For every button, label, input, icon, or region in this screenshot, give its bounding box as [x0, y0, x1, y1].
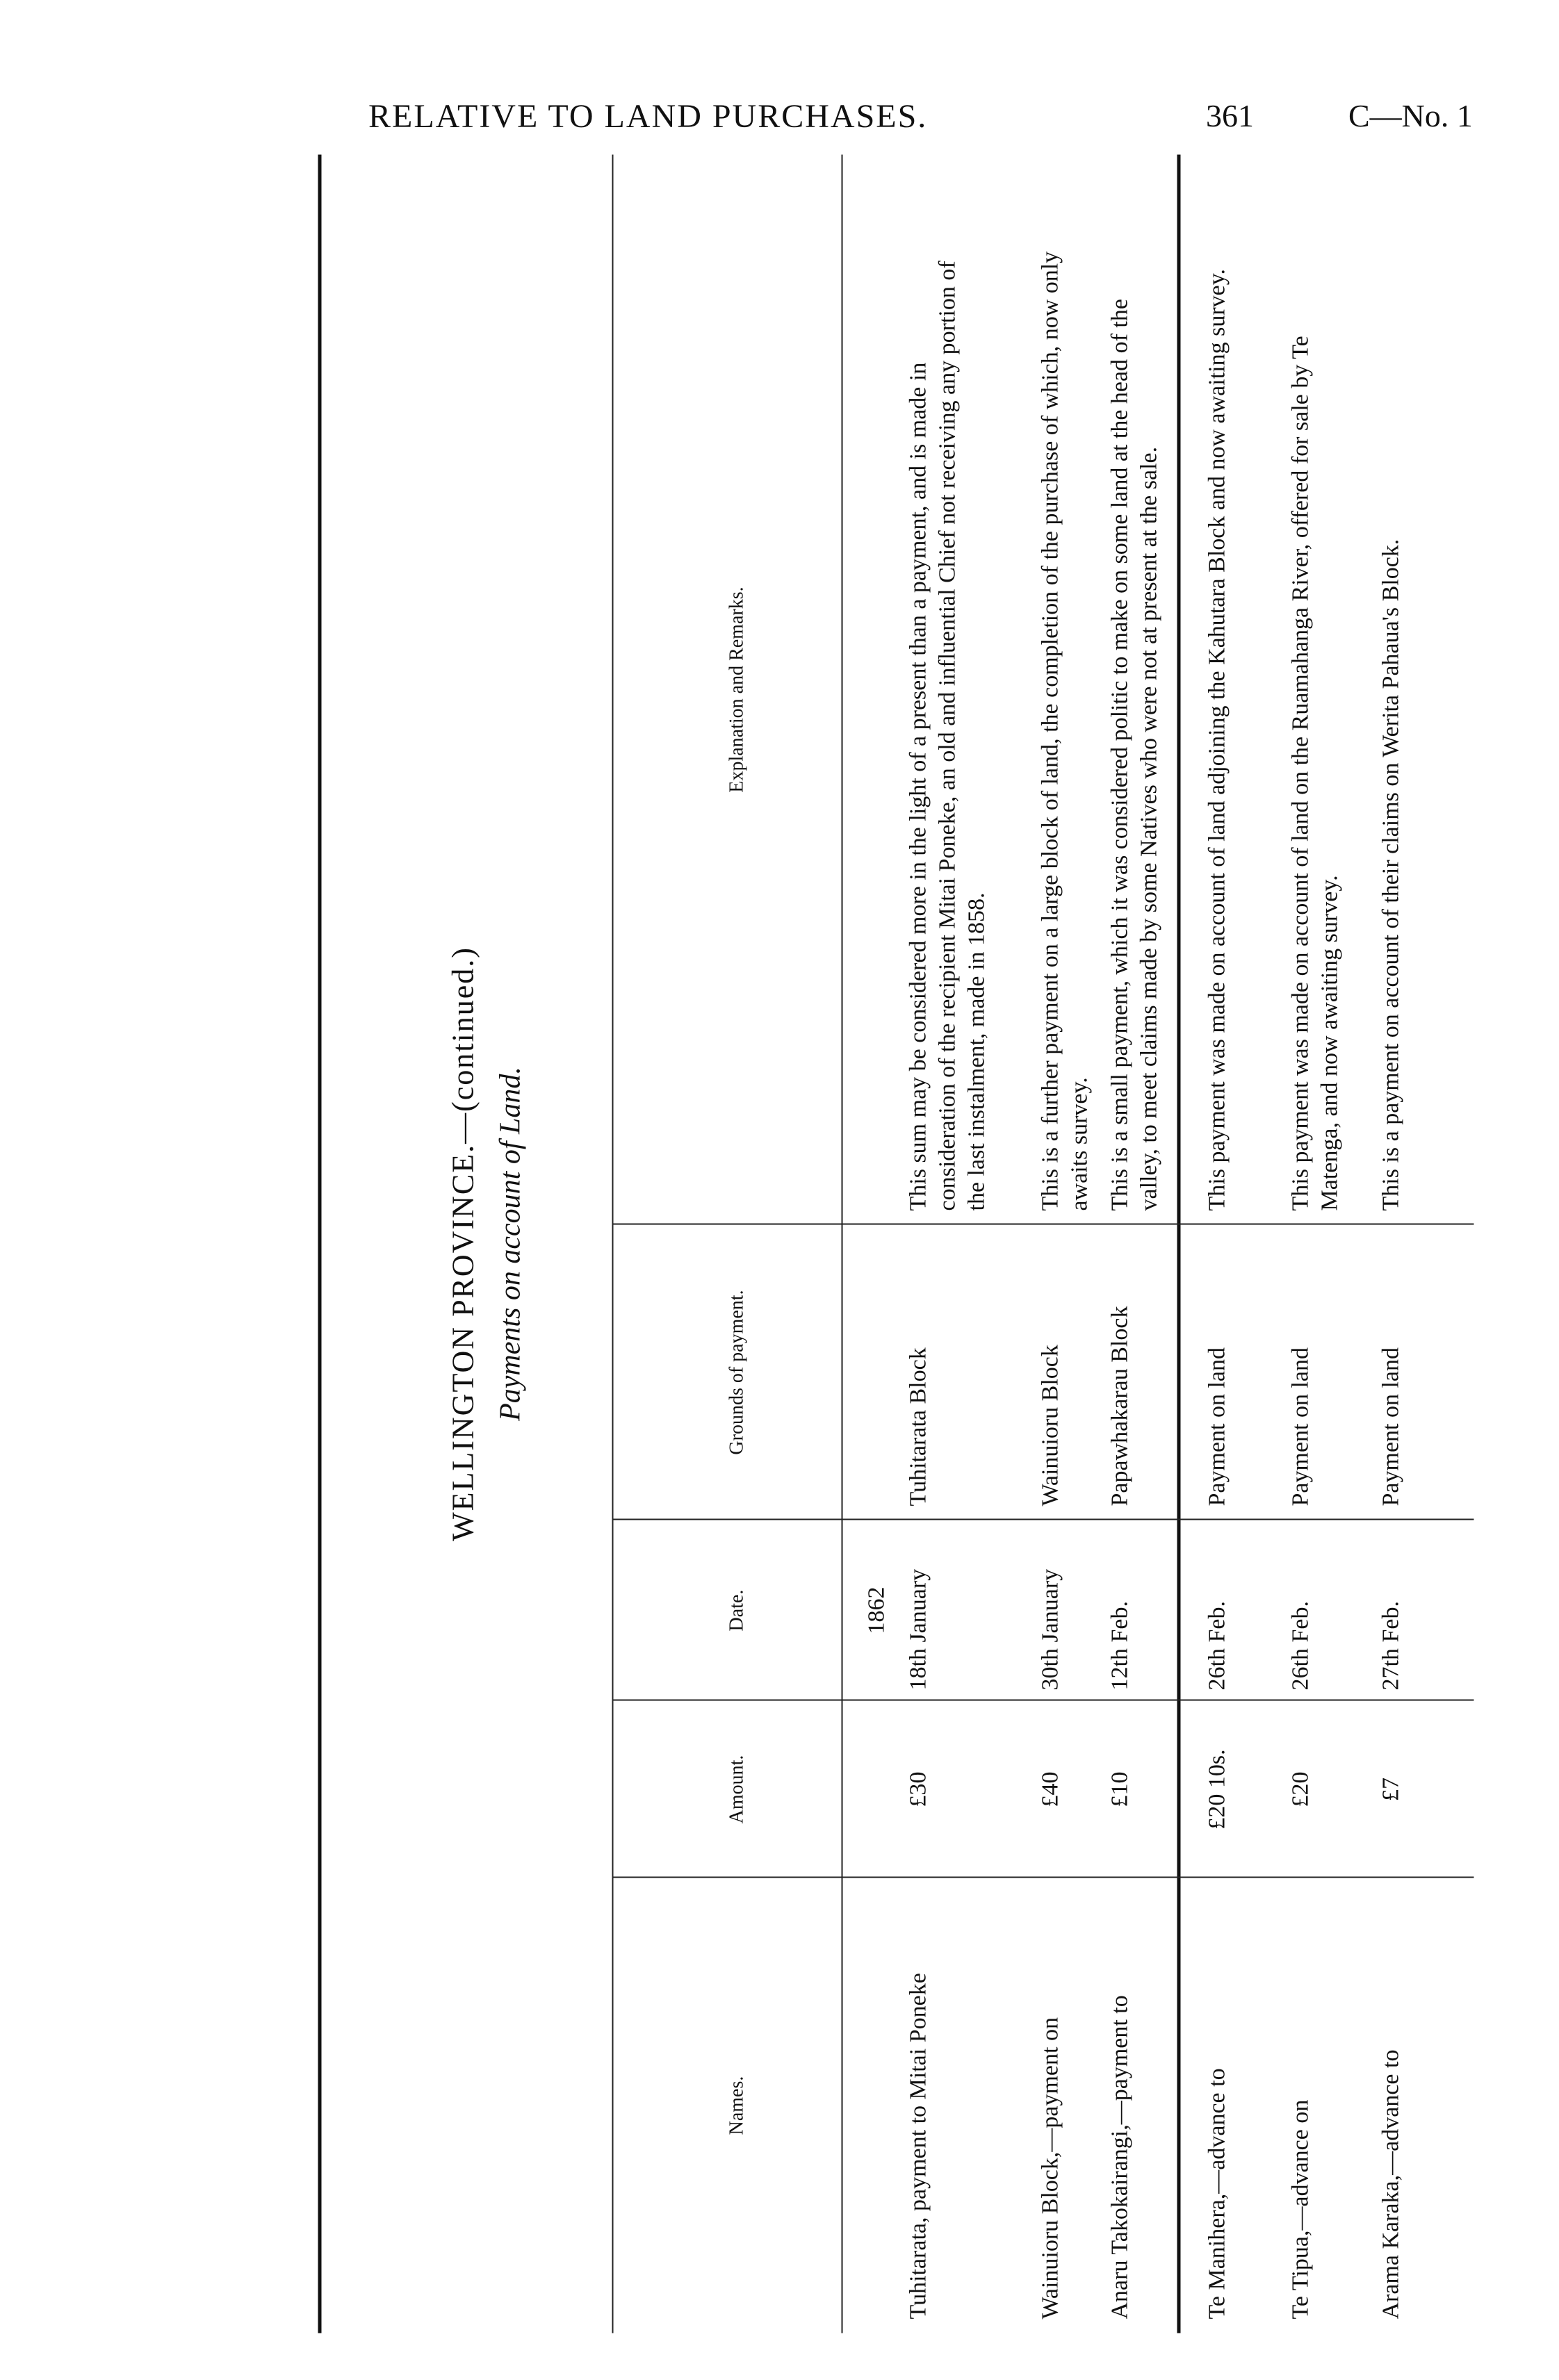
row-grounds: Payment on land: [1204, 1347, 1230, 1507]
row-name: Arama Karaka,—advance to: [1378, 2049, 1403, 2320]
row-grounds: Papawhakarau Block: [1107, 1306, 1132, 1507]
row-remarks: This is a payment on account of their claims on Werita Pahaua's Block.: [1378, 539, 1403, 1211]
row-grounds: Payment on land: [1378, 1347, 1403, 1507]
row-amount: £40: [1037, 1771, 1063, 1807]
row-name: Te Tipua,—advance on: [1287, 2099, 1313, 2320]
table-frame-bottom: [1177, 155, 1180, 2333]
row-grounds: Tuhitarata Block: [905, 1347, 931, 1507]
row-amount: £7: [1378, 1778, 1403, 1801]
row-name: Te Manihera,—advance to: [1204, 2068, 1230, 2320]
row-amount: £20 10s.: [1204, 1749, 1230, 1830]
row-amount: £10: [1107, 1771, 1132, 1807]
row-remarks: This sum may be considered more in the light of a present than a payment, and is made in consideration of the recipient Mitai Poneke, an old and influential Chief not receiving any portion of the last instalment, made in 1858.: [905, 261, 989, 1211]
row-date: 26th Feb.: [1204, 1601, 1230, 1691]
running-head: [0, 97, 1559, 153]
year-label: 1862: [863, 1586, 889, 1634]
province-heading: WELLINGTON PROVINCE.—(continued.): [446, 946, 480, 1541]
document-reference: C—No. 1: [1348, 98, 1473, 133]
row-grounds: Wainuioru Block: [1037, 1345, 1063, 1507]
header-grounds: Grounds of payment.: [726, 1290, 747, 1455]
running-title: RELATIVE TO LAND PURCHASES.: [368, 98, 928, 135]
row-date: 26th Feb.: [1287, 1601, 1313, 1691]
row-grounds: Payment on land: [1287, 1347, 1313, 1507]
row-remarks: This is a small payment, which it was considered politic to make on some land at the head of the valley, to meet claims made by some Natives who were not at present at the sale.: [1107, 299, 1161, 1211]
row-name: Wainuioru Block,—payment on: [1037, 2017, 1063, 2320]
header-date: Date.: [726, 1589, 747, 1632]
page-number: 361: [1206, 98, 1254, 133]
row-date: 12th Feb.: [1107, 1601, 1132, 1691]
row-remarks: This payment was made on account of land on the Ruamahanga River, offered for sale by Te Matenga, and now awaiting survey.: [1287, 336, 1342, 1211]
row-amount: £30: [905, 1771, 931, 1807]
row-remarks: This is a further payment on a large block of land, the completion of the purchase of which, now only awaits survey.: [1037, 251, 1092, 1211]
payments-table: [313, 155, 1403, 2333]
table-subtitle: Payments on account of Land.: [494, 1067, 526, 1421]
row-remarks: This payment was made on account of land adjoining the Kahutara Block and now awaiting survey.: [1204, 268, 1230, 1211]
header-remarks: Explanation and Remarks.: [726, 586, 747, 793]
header-amount: Amount.: [726, 1755, 747, 1824]
header-bottom-rule: [841, 155, 842, 2333]
table-frame-top: [318, 155, 321, 2333]
row-date: 27th Feb.: [1378, 1601, 1403, 1691]
row-name: Tuhitarata, payment to Mitai Poneke: [905, 1973, 931, 2320]
row-date: 30th January: [1037, 1568, 1063, 1691]
header-names: Names.: [726, 2076, 747, 2135]
row-date: 18th January: [905, 1568, 931, 1691]
header-top-rule: [612, 155, 613, 2333]
row-amount: £20: [1287, 1771, 1313, 1807]
row-name: Anaru Takokairangi,—payment to: [1107, 1995, 1132, 2320]
